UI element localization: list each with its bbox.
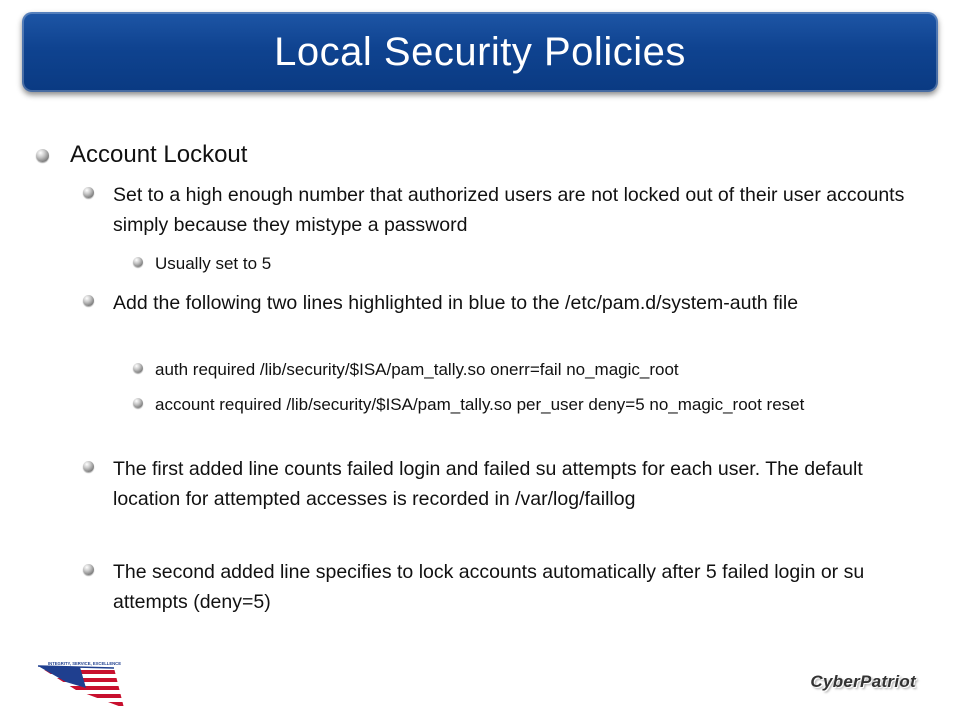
bullet-marker-icon — [133, 363, 143, 373]
bullet-text: Add the following two lines highlighted in blue to the /etc/pam.d/system-auth file — [113, 292, 799, 314]
bullet-second-line-explained — [113, 557, 903, 617]
logo-motto: INTEGRITY, SERVICE, EXCELLENCE — [48, 661, 121, 666]
bullet-text: Set to a high enough number that authorized users are not locked out of their user accounts simply because they mistype a password — [113, 184, 905, 236]
bullet-marker-icon — [133, 398, 143, 408]
slide-title: Local Security Policies — [274, 29, 686, 74]
bullet-lockout-threshold — [113, 180, 913, 240]
brand-wordmark: CyberPatriot — [810, 672, 916, 691]
bullet-account-line — [155, 392, 845, 418]
bullet-text: account required /lib/security/$ISA/pam_tally.so per_user deny=5 no_magic_root reset — [155, 395, 805, 414]
bullet-usually-five — [155, 251, 915, 277]
bullet-first-line-explained — [113, 454, 883, 514]
bullet-marker-icon — [133, 257, 143, 267]
flag-eagle-logo-icon — [36, 658, 126, 710]
bullet-marker-icon — [83, 295, 94, 306]
bullet-text: Account Lockout — [70, 141, 248, 168]
bullet-auth-line — [155, 357, 915, 383]
bullet-text: auth required /lib/security/$ISA/pam_tally.so onerr=fail no_magic_root — [155, 360, 679, 379]
bullet-text: Usually set to 5 — [155, 254, 272, 273]
bullet-marker-icon — [83, 461, 94, 472]
bullet-marker-icon — [36, 149, 49, 162]
bullet-add-lines — [113, 288, 918, 318]
bullet-marker-icon — [83, 187, 94, 198]
bullet-text: The second added line specifies to lock accounts automatically after 5 failed login or su attempts (deny=5) — [113, 561, 865, 613]
bullet-account-lockout — [70, 140, 890, 170]
bullet-text: The first added line counts failed login and failed su attempts for each user. The default location for attempted accesses is recorded in /var/log/faillog — [113, 458, 863, 510]
bullet-marker-icon — [83, 564, 94, 575]
